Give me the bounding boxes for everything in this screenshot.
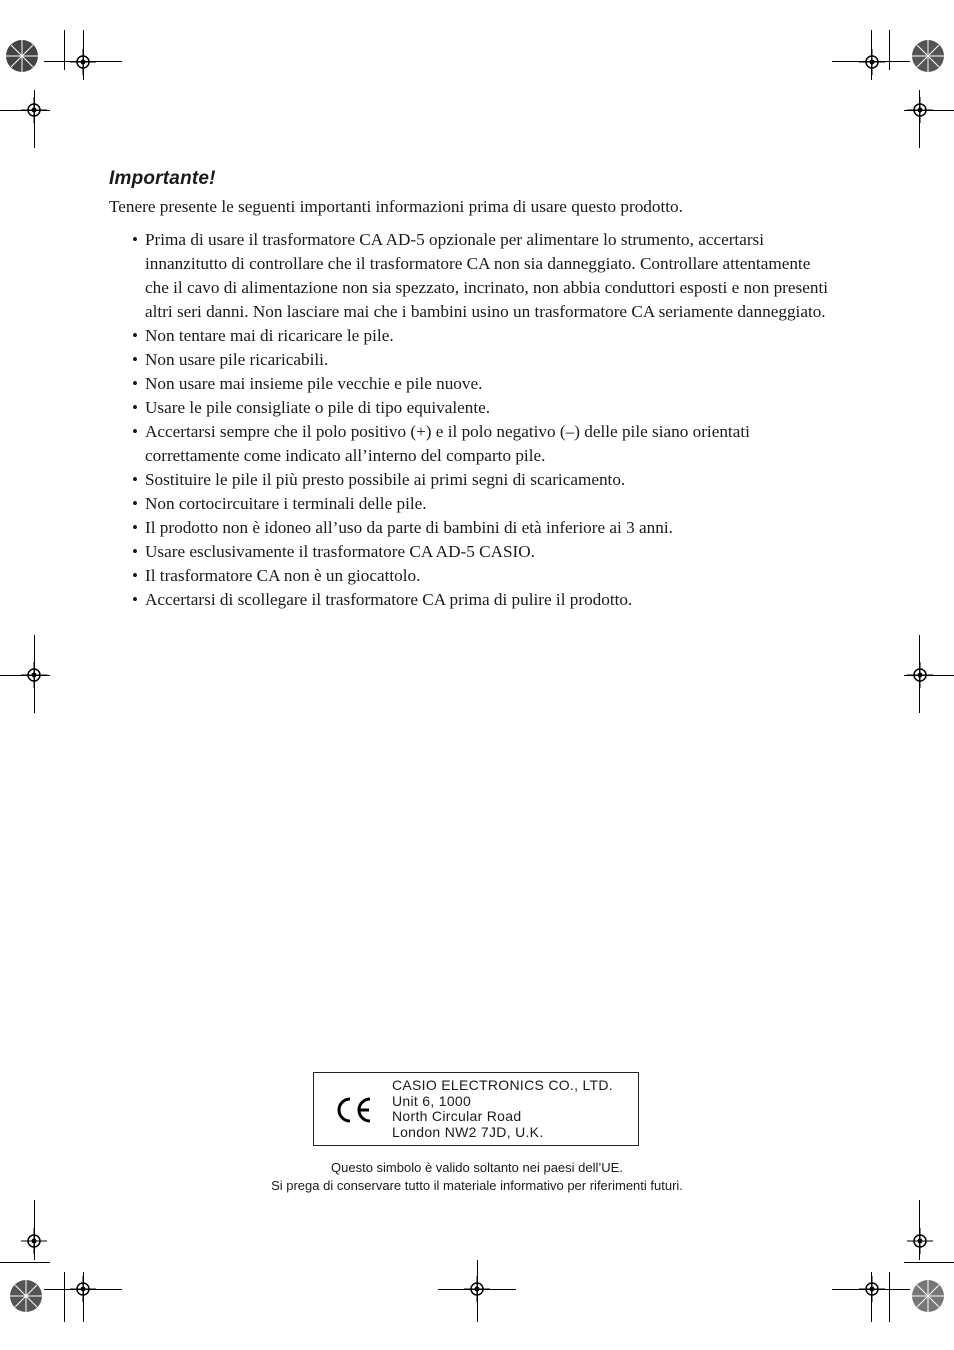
color-wheel-icon xyxy=(906,1274,950,1318)
eu-notice: Questo simbolo è valido soltanto nei paesi dell’UE. xyxy=(331,1160,623,1175)
list-item-text: Non cortocircuitare i terminali delle pile. xyxy=(145,494,427,513)
address-line: North Circular Road xyxy=(392,1108,522,1124)
address-line: London NW2 7JD, U.K. xyxy=(392,1123,544,1140)
bullet-icon: • xyxy=(132,350,139,369)
list-item-text: Accertarsi di scollegare il trasformatore CA prima di pulire il prodotto. xyxy=(145,590,633,609)
list-item-text: Usare le pile consigliate o pile di tipo equivalente. xyxy=(145,398,491,417)
section-heading: Importante! xyxy=(109,168,216,189)
address-line: CASIO ELECTRONICS CO., LTD. xyxy=(392,1077,613,1093)
list-item xyxy=(132,492,832,516)
warning-list xyxy=(132,228,832,612)
bullet-icon: • xyxy=(132,230,139,249)
list-item xyxy=(132,228,832,324)
bullet-icon: • xyxy=(132,422,139,441)
color-wheel-icon xyxy=(4,1274,48,1318)
list-item-text: Sostituire le pile il più presto possibile ai primi segni di scaricamento. xyxy=(145,470,626,489)
list-item xyxy=(132,372,832,396)
list-item-text: Il prodotto non è idoneo all’uso da parte di bambini di età inferiore ai 3 anni. xyxy=(145,518,673,537)
list-item-text: Usare esclusivamente il trasformatore CA AD-5 CASIO. xyxy=(145,542,535,561)
list-item xyxy=(132,540,832,564)
registration-target-icon xyxy=(859,49,885,75)
retain-notice: Si prega di conservare tutto il materiale informativo per riferimenti futuri. xyxy=(271,1178,683,1193)
list-item xyxy=(132,516,832,540)
list-item-text: Non usare mai insieme pile vecchie e pile nuove. xyxy=(145,374,483,393)
registration-target-icon xyxy=(907,1228,933,1254)
manufacturer-address xyxy=(392,1078,613,1140)
list-item xyxy=(132,348,832,372)
list-item xyxy=(132,420,832,468)
list-item-text: Accertarsi sempre che il polo positivo (+) e il polo negativo (–) delle pile siano orientati correttamente come indicato all’interno del comparto pile. xyxy=(145,422,750,465)
bullet-icon: • xyxy=(132,542,139,561)
ce-declaration-box xyxy=(313,1072,639,1146)
bullet-icon: • xyxy=(132,470,139,489)
address-line: Unit 6, 1000 xyxy=(392,1092,472,1109)
list-item-text: Prima di usare il trasformatore CA AD-5 opzionale per alimentare lo strumento, accertarsi innanzitutto di controllare che il trasformatore CA non sia danneggiato. Controllare attentamente che il cavo di alimentazione non sia spezzato, incrinato, non abbia conduttori esposti e non presenti altri seri danni. Non lasciare mai che i bambini usino un trasformatore CA seriamente danneggiato. xyxy=(145,230,828,321)
bullet-icon: • xyxy=(132,398,139,417)
bullet-icon: • xyxy=(132,590,139,609)
list-item-text: Non tentare mai di ricaricare le pile. xyxy=(145,326,394,345)
list-item xyxy=(132,588,832,612)
bullet-icon: • xyxy=(132,518,139,537)
bullet-icon: • xyxy=(132,494,139,513)
ce-mark-icon xyxy=(334,1096,374,1124)
list-item-text: Non usare pile ricaricabili. xyxy=(145,350,329,369)
bullet-icon: • xyxy=(132,326,139,345)
list-item xyxy=(132,324,832,348)
color-wheel-icon xyxy=(0,34,44,78)
bullet-icon: • xyxy=(132,374,139,393)
list-item xyxy=(132,396,832,420)
list-item xyxy=(132,468,832,492)
color-wheel-icon xyxy=(906,34,950,78)
bullet-icon: • xyxy=(132,566,139,585)
list-item xyxy=(132,564,832,588)
intro-paragraph: Tenere presente le seguenti importanti informazioni prima di usare questo prodotto. xyxy=(109,197,683,216)
list-item-text: Il trasformatore CA non è un giocattolo. xyxy=(145,566,421,585)
